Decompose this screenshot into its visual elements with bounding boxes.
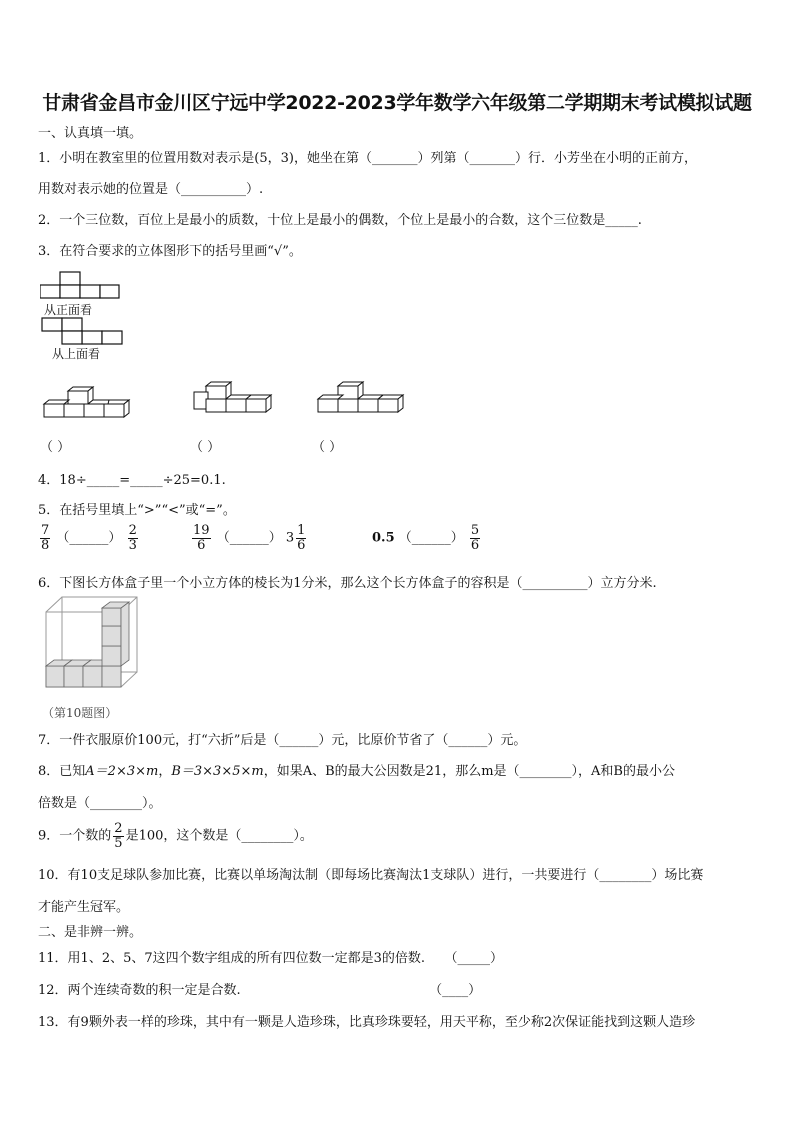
solid-option-3 — [316, 380, 411, 415]
question-5: 5．在括号里填上“>”“<”或“=”。 — [38, 503, 236, 518]
fraction-2-5: $\frac{2}{5}$ — [114, 821, 123, 851]
solid-option-1 — [40, 385, 135, 420]
question-3: 3．在符合要求的立体图形下的括号里画“√”。 — [38, 244, 302, 259]
compare-item-2 — [190, 524, 308, 552]
formula-a: A＝2×3×m — [85, 764, 159, 779]
solid-option-1-answer: （ ） — [40, 440, 71, 455]
front-view-figure — [40, 270, 120, 300]
formula-b: B＝3×3×5×m — [171, 764, 264, 779]
figure-caption: （第10题图） — [42, 706, 118, 720]
compare-item-3 — [372, 524, 482, 552]
question-8-line-2: 倍数是（________）。 — [38, 796, 162, 811]
question-6: 6．下图长方体盒子里一个小立方体的棱长为1分米，那么这个长方体盒子的容积是（__________）立方分米. — [38, 576, 657, 591]
question-1-line-2: 用数对表示她的位置是（__________）. — [38, 182, 264, 197]
fraction-5-6: $\frac{5}{6}$ — [470, 523, 480, 553]
solid-option-2 — [192, 380, 277, 415]
question-10-line-1: 10．有10支足球队参加比赛，比赛以单场淘汰制（即每场比赛淘汰1支球队）进行，一共要进行（________）场比赛 — [38, 868, 704, 883]
q9-prefix: 9．一个数的 — [38, 828, 112, 844]
top-view-figure — [40, 316, 125, 346]
solid-option-2-answer: （ ） — [190, 440, 221, 455]
q8-separator: ， — [158, 764, 172, 779]
question-12: 12．两个连续奇数的积一定是合数. （____） — [38, 983, 482, 998]
page-title: 甘肃省金昌市金川区宁远中学2022-2023学年数学六年级第二学期期末考试模拟试题 — [42, 92, 752, 114]
question-1-line-1: 1．小明在教室里的位置用数对表示是(5，3)，她坐在第（_______）列第（_______）行．小芳坐在小明的正前方， — [38, 151, 697, 166]
question-9 — [38, 822, 313, 850]
question-2: 2．一个三位数，百位上是最小的质数，十位上是最小的偶数，个位上是最小的合数，这个三位数是_____. — [38, 213, 642, 228]
compare-blank-1: （______） — [56, 530, 122, 546]
question-7: 7．一件衣服原价100元，打“六折”后是（______）元，比原价节省了（______）元。 — [38, 733, 527, 748]
section-heading-2: 二、是非辨一辨。 — [38, 925, 143, 940]
question-10-line-2: 才能产生冠军。 — [38, 900, 130, 915]
cuboid-box-figure — [42, 594, 142, 694]
fraction-2-3: $\frac{2}{3}$ — [128, 523, 137, 553]
front-view-label: 从正面看 — [44, 303, 93, 317]
fraction-1-6: $\frac{1}{6}$ — [297, 523, 306, 553]
q8-prefix: 8．已知 — [38, 764, 86, 779]
fraction-19-6: $\frac{19}{6}$ — [193, 523, 210, 553]
top-view-label: 从上面看 — [52, 347, 101, 361]
question-13: 13．有9颗外表一样的珍珠，其中有一颗是人造珍珠，比真珍珠要轻，用天平称，至少称2次保证能找到这颗人造珍 — [38, 1015, 696, 1030]
section-heading-1: 一、认真填一填。 — [38, 126, 143, 141]
decimal-value: 0.5 — [372, 530, 395, 546]
q9-suffix: 是100，这个数是（________）。 — [125, 828, 313, 844]
question-4: 4．18÷_____=_____÷25=0.1. — [38, 473, 226, 488]
question-11: 11．用1、2、5、7这四个数字组成的所有四位数一定都是3的倍数. （_____） — [38, 951, 504, 966]
question-8-line-1 — [38, 760, 675, 779]
compare-blank-2: （______） — [216, 530, 282, 546]
fraction-7-8: $\frac{7}{8}$ — [41, 523, 50, 553]
compare-item-1 — [38, 524, 140, 552]
mixed-whole: 3 — [285, 530, 295, 546]
compare-blank-3: （______） — [398, 530, 464, 546]
solid-option-3-answer: （ ） — [312, 440, 343, 455]
q8-rest: ，如果A、B的最大公因数是21，那么m是（________），A和B的最小公 — [263, 764, 675, 779]
